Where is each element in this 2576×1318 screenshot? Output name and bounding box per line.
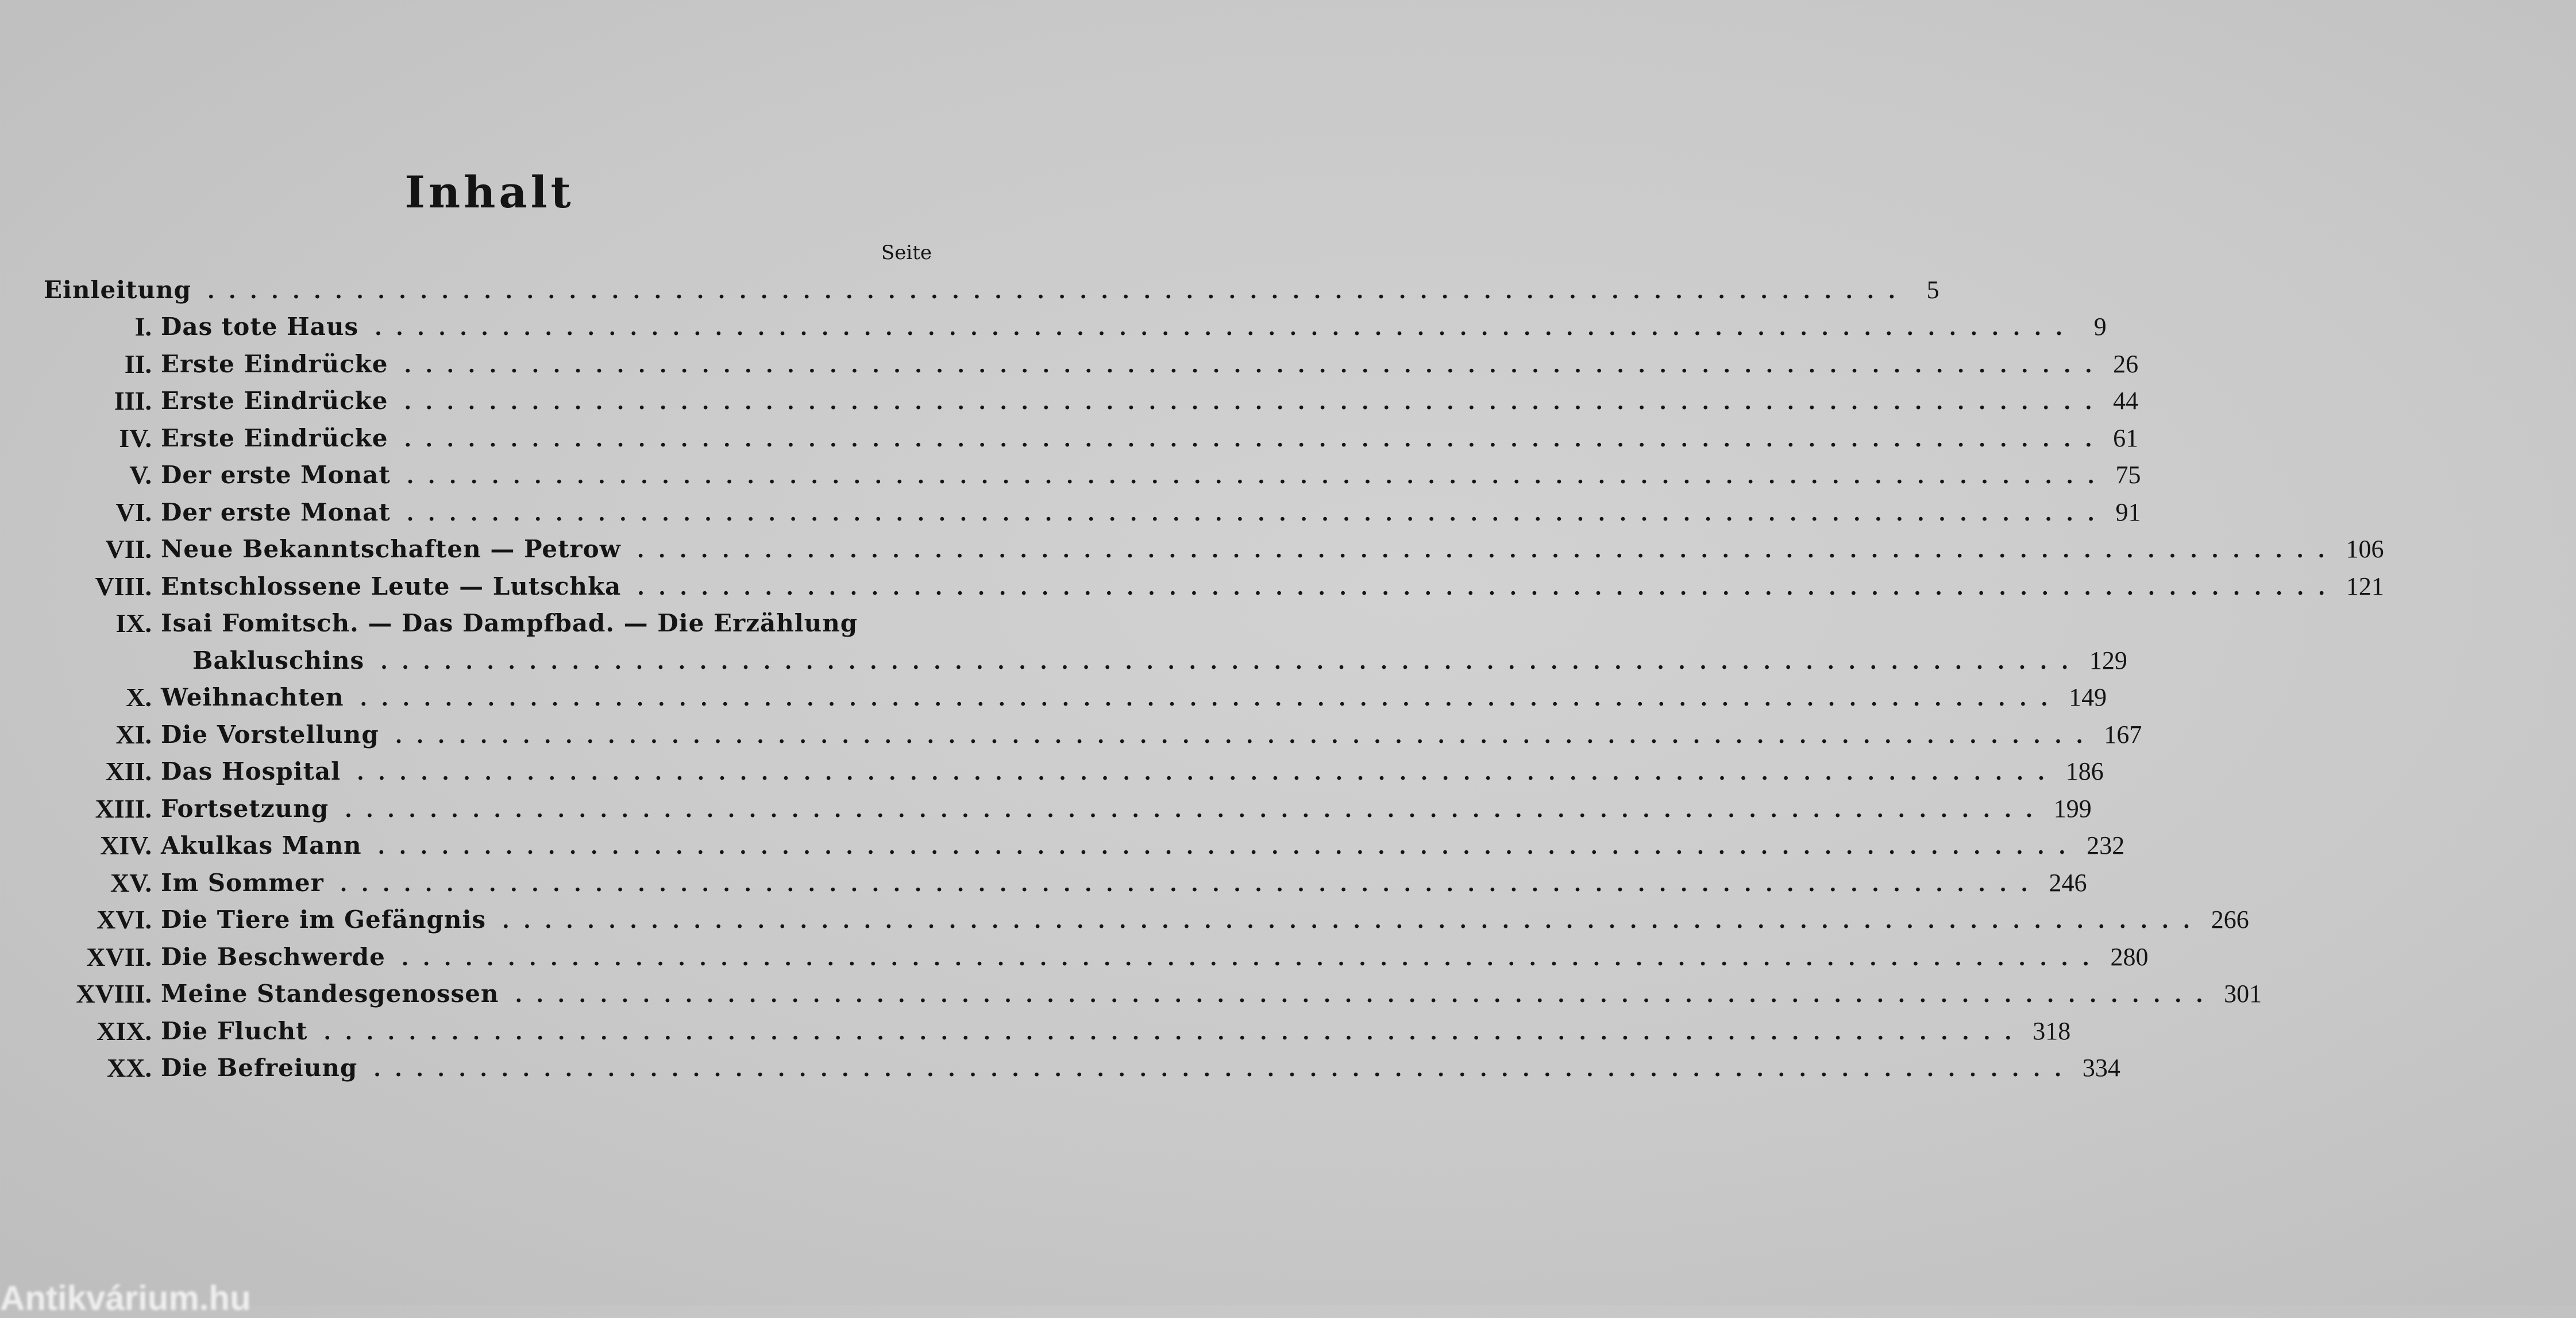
page-number: 61 <box>2113 423 2139 452</box>
toc-entry <box>0 345 2139 383</box>
chapter-title: Die Flucht <box>161 1016 308 1045</box>
page-number: 167 <box>2104 720 2142 749</box>
page-title: Inhalt <box>404 167 574 218</box>
watermark: Antikvárium.hu <box>0 1279 251 1317</box>
entry-line <box>161 1053 2120 1082</box>
entry-line <box>161 1016 2071 1046</box>
chapter-title: Der erste Monat <box>161 498 391 526</box>
page-number: 26 <box>2113 349 2139 378</box>
dot-leader: ................................................................................ <box>637 538 2339 563</box>
chapter-numeral: XIII. <box>95 793 152 823</box>
chapter-numeral: XX. <box>107 1053 152 1083</box>
entry-line <box>161 386 2139 415</box>
entry-line <box>161 683 2107 712</box>
chapter-title: Der erste Monat <box>161 461 391 490</box>
page-number: 334 <box>2082 1054 2120 1082</box>
page-column-label: Seite <box>881 241 932 264</box>
chapter-title: Das tote Haus <box>161 313 359 341</box>
chapter-numeral: II. <box>124 349 152 379</box>
toc-entry <box>0 568 2384 605</box>
toc-entry <box>0 642 2127 679</box>
dot-leader: ................................................................................ <box>406 501 2109 526</box>
toc-entry <box>0 271 1939 309</box>
page-number: 232 <box>2087 831 2125 860</box>
chapter-numeral: V. <box>129 460 152 490</box>
dot-leader: ................................................................................ <box>345 797 2047 822</box>
chapter-numeral: IV. <box>119 423 152 453</box>
chapter-title: Erste Eindrücke <box>161 387 388 415</box>
chapter-numeral: VII. <box>105 534 152 564</box>
dot-leader: ................................................................................ <box>637 575 2339 600</box>
page-number: 5 <box>1926 275 1939 304</box>
page-number: 246 <box>2049 868 2087 897</box>
toc-entry <box>0 309 2107 346</box>
toc-entry <box>0 716 2142 753</box>
toc-entry <box>0 864 2087 901</box>
toc-entry <box>0 976 2262 1013</box>
dot-leader: ................................................................................ <box>404 427 2107 452</box>
toc-entry <box>0 901 2249 939</box>
chapter-title: Fortsetzung <box>161 794 329 823</box>
chapter-title: Erste Eindrücke <box>161 349 388 378</box>
chapter-title: Akulkas Mann <box>161 831 362 860</box>
entry-line <box>161 423 2139 453</box>
chapter-title: Bakluschins <box>192 646 365 675</box>
entry-line <box>161 794 2092 823</box>
entry-line <box>161 498 2141 527</box>
chapter-title: Die Tiere im Gefängnis <box>161 905 487 934</box>
entry-line <box>44 275 1939 305</box>
toc-entry <box>0 938 2149 976</box>
chapter-numeral: I. <box>134 312 152 342</box>
entry-line <box>161 868 2087 897</box>
entry-line <box>161 979 2262 1008</box>
entry-line <box>161 349 2139 379</box>
chapter-title: Meine Standesgenossen <box>161 980 499 1008</box>
page-number: 199 <box>2053 794 2092 823</box>
page-number: 106 <box>2346 535 2384 564</box>
chapter-numeral: XVI. <box>97 905 152 935</box>
page-number: 75 <box>2115 461 2141 490</box>
dot-leader: ................................................................................ <box>406 464 2109 489</box>
entry-line <box>192 646 2127 675</box>
toc-entry <box>0 419 2139 457</box>
table-of-contents <box>0 271 2384 1086</box>
dot-leader: ................................................................................ <box>323 1020 2026 1045</box>
toc-entry <box>0 531 2384 568</box>
dot-leader: ................................................................................ <box>375 316 2077 341</box>
chapter-title: Isai Fomitsch. — Das Dampfbad. — Die Erzählung <box>161 609 858 638</box>
toc-entry <box>0 494 2141 531</box>
chapter-numeral: XIV. <box>100 831 152 861</box>
dot-leader: ................................................................................ <box>340 872 2042 896</box>
chapter-title: Erste Eindrücke <box>161 423 388 452</box>
chapter-numeral: XII. <box>105 757 152 787</box>
chapter-numeral: XIX. <box>97 1016 152 1046</box>
entry-line <box>161 609 936 637</box>
page-number: 129 <box>2089 646 2127 675</box>
entry-line <box>161 831 2125 860</box>
dot-leader: ................................................................................ <box>207 279 1910 303</box>
toc-entry <box>0 679 2107 716</box>
toc-entry <box>0 1012 2071 1050</box>
page-number: 301 <box>2224 980 2262 1008</box>
page-number: 44 <box>2113 387 2139 415</box>
chapter-title: Die Vorstellung <box>161 720 379 749</box>
entry-line <box>161 757 2104 786</box>
toc-entry <box>0 753 2104 791</box>
page-number: 280 <box>2110 942 2149 971</box>
toc-entry <box>0 827 2125 865</box>
dot-leader: ................................................................................ <box>404 390 2107 415</box>
dot-leader: ................................................................................ <box>357 761 2059 785</box>
chapter-title: Neue Bekanntschaften — Petrow <box>161 535 621 564</box>
entry-line <box>161 460 2141 490</box>
toc-entry <box>0 1050 2120 1087</box>
toc-entry <box>0 790 2092 827</box>
chapter-numeral: XVII. <box>86 942 152 972</box>
chapter-title: Im Sommer <box>161 868 324 897</box>
page-number: 266 <box>2211 905 2249 934</box>
chapter-numeral: XV. <box>110 868 152 897</box>
entry-line <box>161 720 2142 749</box>
dot-leader: ................................................................................ <box>502 909 2204 934</box>
entry-line <box>161 312 2107 341</box>
dot-leader: ................................................................................ <box>401 946 2104 970</box>
page-number: 186 <box>2065 757 2104 786</box>
dot-leader: ................................................................................ <box>373 1057 2076 1082</box>
entry-line <box>161 572 2384 601</box>
chapter-title: Das Hospital <box>161 757 341 786</box>
dot-leader: ................................................................................ <box>515 983 2218 1008</box>
chapter-numeral: III. <box>114 386 152 416</box>
chapter-numeral: XVIII. <box>76 979 152 1009</box>
toc-entry <box>0 383 2139 420</box>
chapter-title: Einleitung <box>44 275 191 304</box>
chapter-numeral: X. <box>126 683 152 712</box>
chapter-numeral: VIII. <box>95 571 152 601</box>
dot-leader: ................................................................................ <box>360 687 2062 711</box>
chapter-numeral: XI. <box>115 719 152 749</box>
chapter-title: Weihnachten <box>161 683 344 712</box>
chapter-title: Die Beschwerde <box>161 942 385 971</box>
chapter-title: Die Befreiung <box>161 1054 358 1082</box>
dot-leader: ................................................................................ <box>377 835 2080 860</box>
entry-line <box>161 534 2384 564</box>
page-number: 121 <box>2346 572 2384 600</box>
page-number: 149 <box>2069 683 2107 712</box>
toc-entry <box>0 605 979 642</box>
page-number: 318 <box>2033 1016 2071 1045</box>
entry-line <box>161 942 2149 972</box>
chapter-numeral: VI. <box>115 497 152 527</box>
dot-leader: ................................................................................ <box>404 353 2107 377</box>
dot-leader: ................................................................................ <box>380 649 2083 674</box>
chapter-numeral: IX. <box>115 608 152 638</box>
entry-line <box>161 905 2249 934</box>
page-number: 9 <box>2093 313 2107 341</box>
chapter-title: Entschlossene Leute — Lutschka <box>161 572 622 600</box>
toc-entry <box>0 457 2141 494</box>
page-number: 91 <box>2115 498 2141 526</box>
dot-leader: ................................................................................ <box>395 723 2097 748</box>
